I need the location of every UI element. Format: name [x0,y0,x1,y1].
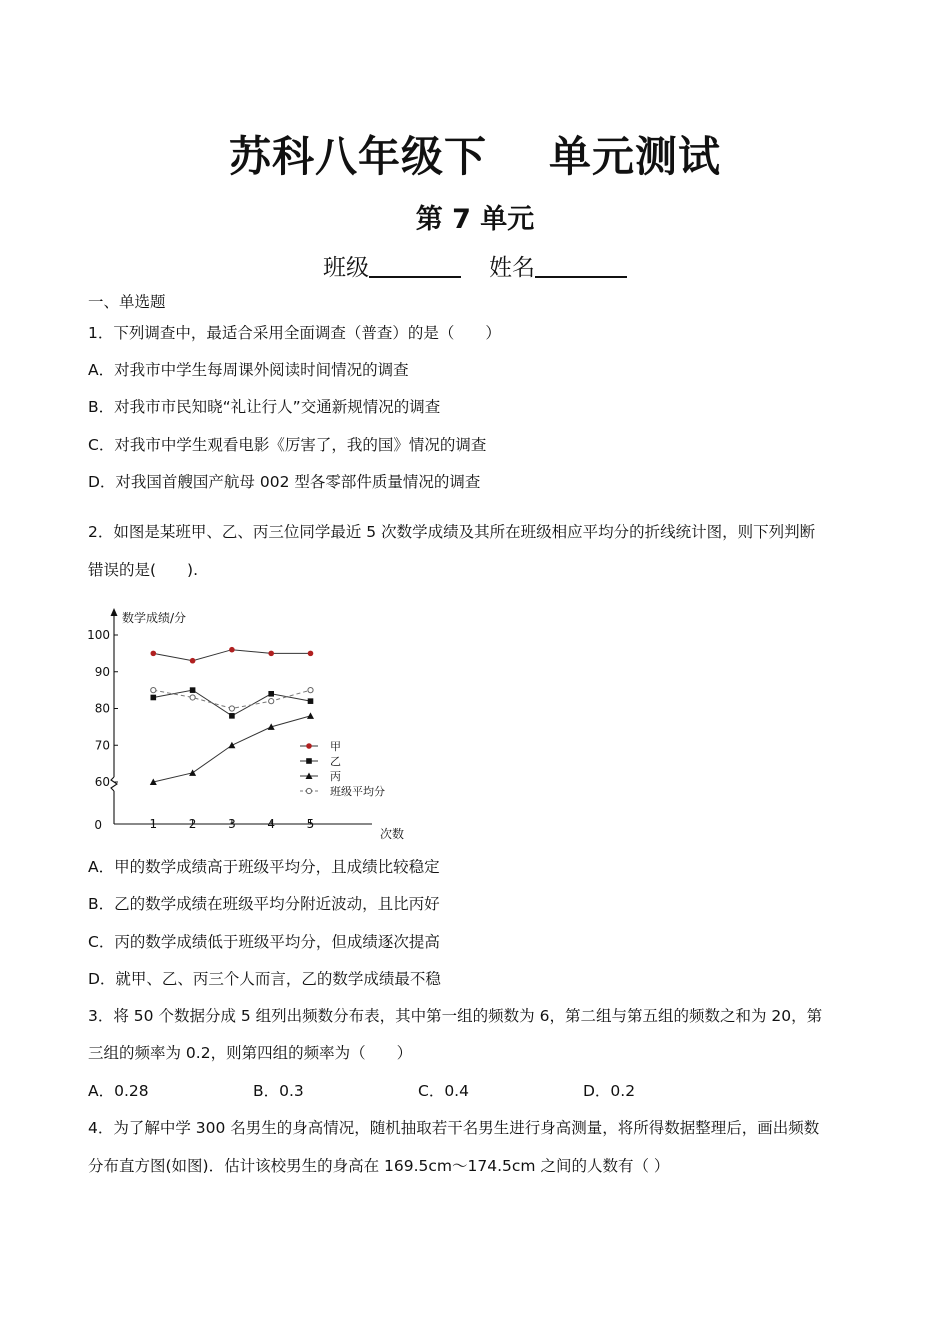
q3-option-b: B．0.3 [253,1082,304,1100]
q1-option-c: C．对我市中学生观看电影《厉害了，我的国》情况的调查 [88,436,487,454]
student-info-line [0,249,950,282]
y-tick-label: 80 [94,701,110,716]
y-tick-label: 90 [94,664,110,679]
q4-stem-line1: 4．为了解中学 300 名男生的身高情况，随机抽取若干名男生进行身高测量，将所得数据整理后，画出频数 [88,1119,820,1137]
data-point [190,695,195,700]
q2-option-c: C．丙的数学成绩低于班级平均分，但成绩逐次提高 [88,933,440,951]
data-point [151,651,157,657]
q3-stem-line1: 3．将 50 个数据分成 5 组列出频数分布表，其中第一组的频数为 6，第二组与第五组的频数之和为 20，第 [88,1007,823,1025]
x-tick-label: 1 [149,817,158,831]
q2-option-a: A．甲的数学成绩高于班级平均分，且成绩比较稳定 [88,858,440,876]
data-point [190,687,196,693]
series-line [153,716,310,782]
data-point [308,688,313,693]
data-point [151,695,157,701]
q2-stem-line1: 2．如图是某班甲、乙、丙三位同学最近 5 次数学成绩及其所在班级相应平均分的折线统计图，则下列判断 [88,523,816,541]
data-point [306,743,312,749]
x-tick-label: 3 [228,817,236,831]
data-point [308,651,314,657]
q1-option-a: A．对我市中学生每周课外阅读时间情况的调查 [88,361,409,379]
data-point [306,788,311,793]
chart-legend [300,740,385,798]
chart-plot-area [150,647,314,785]
data-point [307,712,314,719]
series-line [153,690,310,716]
legend-label: 班级平均分 [330,785,385,798]
q2-stem-line2: 错误的是( ). [88,561,199,579]
x-tick-label: 4 [267,817,276,831]
class-label: 班级 [323,255,369,281]
q3-options [88,1081,848,1101]
data-point [189,769,196,776]
q1-option-d: D．对我国首艘国产航母 002 型各零部件质量情况的调查 [88,473,481,491]
data-point [269,699,274,704]
legend-label: 甲 [330,740,341,753]
q1-stem: 1．下列调查中，最适合采用全面调查（普查）的是（ ） [88,324,501,342]
data-point [306,758,312,764]
legend-label: 乙 [330,755,341,768]
unit-subtitle: 第 7 单元 [415,204,535,235]
y-tick-label: 100 [87,628,110,642]
q1-option-b: B．对我市市民知晓“礼让行人”交通新规情况的调查 [88,398,441,416]
data-point [268,651,274,657]
class-blank[interactable] [369,254,461,278]
y-axis-label: 数学成绩/分 [122,611,187,625]
y-axis-arrow [111,608,118,616]
data-point [229,713,235,719]
line-chart [82,602,412,842]
x-tick-label: 2 [188,817,197,831]
data-point [190,658,196,664]
data-point [268,691,274,697]
y-tick-label: 60 [94,775,110,789]
y-tick-label: 70 [94,738,110,753]
title-right: 单元测试 [549,132,722,181]
chart-axes [87,608,404,841]
data-point [229,706,234,711]
q3-option-d: D．0.2 [583,1082,636,1100]
q3-option-c: C．0.4 [418,1082,469,1100]
q3-option-a: A．0.28 [88,1082,149,1100]
legend-label: 丙 [330,770,341,783]
q3-stem-line2: 三组的频率为 0.2，则第四组的频率为（ ） [88,1044,413,1062]
data-point [228,742,235,749]
q2-option-b: B．乙的数学成绩在班级平均分附近波动，且比丙好 [88,895,440,913]
title-left: 苏科八年级下 [228,132,487,181]
data-point [308,698,314,704]
y-axis-break [111,777,117,791]
name-blank[interactable] [535,254,627,278]
x-axis-label: 次数 [379,827,405,841]
q2-option-d: D．就甲、乙、丙三个人而言，乙的数学成绩最不稳 [88,970,441,988]
name-label: 姓名 [489,255,535,281]
q4-stem-line2: 分布直方图(如图)．估计该校男生的身高在 169.5cm～174.5cm 之间的人数有（ ） [88,1157,670,1175]
section-heading: 一、单选题 [88,293,166,311]
page-title [0,124,950,184]
x-tick-label: 5 [306,817,315,831]
data-point [151,688,156,693]
data-point [229,647,235,653]
y-tick-label: 0 [94,818,102,832]
